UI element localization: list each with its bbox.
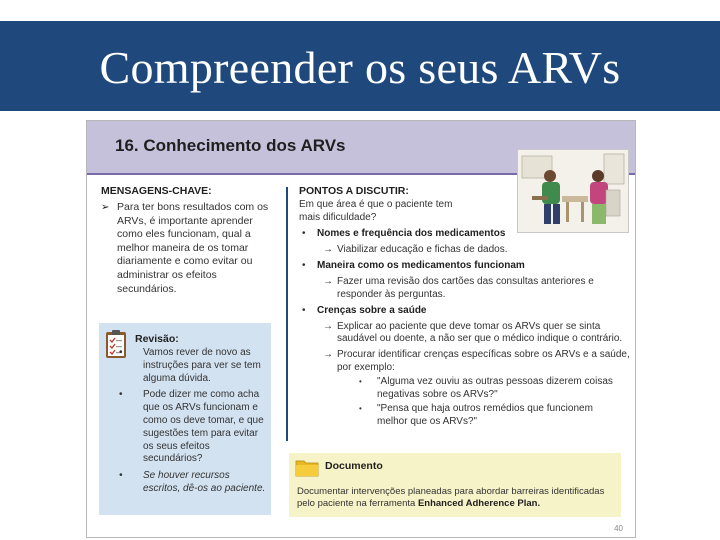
document-box	[289, 453, 621, 517]
reference-card	[86, 120, 636, 538]
column-divider	[286, 187, 288, 441]
discussion-topics	[299, 228, 629, 428]
discussion-points	[299, 185, 629, 431]
document-heading: Documento	[325, 460, 383, 472]
document-text-main: Documentar intervenções planeadas para abordar barreiras identificadas pelo paciente na ferramenta	[297, 486, 605, 509]
folder-icon	[295, 457, 319, 477]
review-heading: Revisão:	[135, 333, 179, 345]
review-list	[117, 347, 267, 500]
key-message-item: ➢ Para ter bons resultados com os ARVs, é importante aprender como eles funcionam, qual a melhor maneira de os tomar diariamente e como evitar ou administrar os efeitos secundários.	[101, 201, 269, 296]
key-messages-heading: MENSAGENS-CHAVE:	[101, 185, 212, 197]
topic-action: → Procurar identificar crenças específicas sobre os ARVs e a saúde, por exemplo:	[323, 349, 637, 374]
discussion-topic	[299, 260, 629, 301]
key-messages-list	[101, 201, 269, 296]
topic-label: Maneira como os medicamentos funcionam	[317, 260, 525, 272]
topic-action: → Explicar ao paciente que deve tomar os ARVs quer se sinta saudável ou doente, a não ser que o médico indique o contrário.	[323, 321, 637, 346]
document-tool-name: Enhanced Adherence Plan.	[417, 498, 541, 509]
belief-examples	[317, 376, 629, 428]
topic-label: Crenças sobre a saúde	[317, 305, 427, 317]
topic-action: → Fazer uma revisão dos cartões das consultas anteriores e responder às perguntas.	[323, 276, 637, 301]
belief-example: • "Pensa que haja outros remédios que funcionem melhor que os ARVs?"	[359, 403, 625, 428]
discussion-topic	[299, 305, 629, 428]
title-bar	[0, 21, 720, 111]
page-number: 40	[614, 524, 623, 533]
document-text	[297, 486, 619, 510]
discussion-topic	[299, 228, 629, 256]
topic-action: → Viabilizar educação e fichas de dados.	[323, 244, 637, 257]
card-heading: 16. Conhecimento dos ARVs	[115, 136, 346, 155]
topic-label: Nomes e frequência dos medicamentos	[317, 228, 506, 240]
review-item: • Pode dizer me como acha que os ARVs funcionam e como os deve tomar, e que sugestões tem para evitar os seus efeitos secundários?	[117, 389, 267, 466]
discussion-heading: PONTOS A DISCUTIR:	[299, 185, 409, 197]
review-item: • Vamos rever de novo as instruções para ver se tem alguma dúvida.	[117, 347, 267, 385]
discussion-question: Em que área é que o paciente tem mais dificuldade?	[299, 199, 453, 223]
slide-title: Compreender os seus ARVs	[99, 42, 621, 93]
belief-example: • "Alguma vez ouviu as outras pessoas dizerem coisas negativas sobre os ARVs?"	[359, 376, 625, 401]
review-box	[99, 323, 271, 515]
review-item: • Se houver recursos escritos, dê-os ao paciente.	[117, 470, 267, 496]
